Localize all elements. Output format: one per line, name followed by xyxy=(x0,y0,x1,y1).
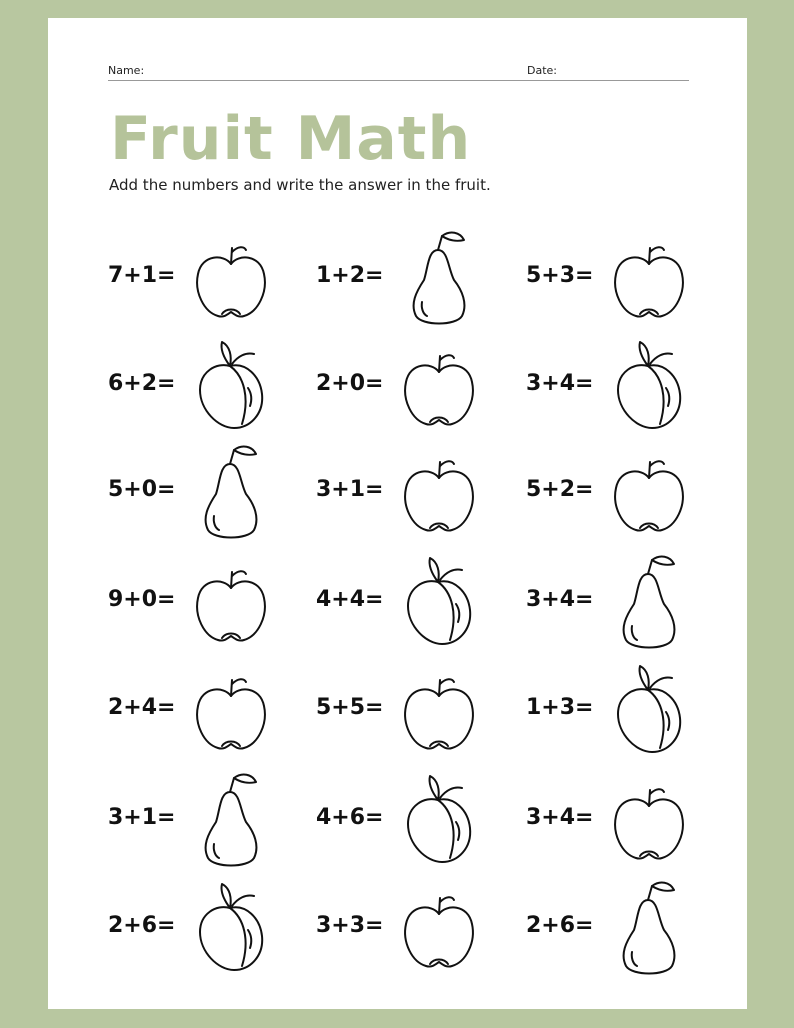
problem-item xyxy=(316,770,526,870)
problem-item xyxy=(526,552,736,652)
equation-text: 5+2= xyxy=(526,477,594,502)
equation-text: 5+3= xyxy=(526,263,594,288)
equation-text: 1+2= xyxy=(316,263,384,288)
problem-item xyxy=(108,660,318,760)
problem-item xyxy=(526,770,736,870)
problem-item xyxy=(526,442,736,542)
equation-text: 5+5= xyxy=(316,695,384,720)
apple-answer-icon[interactable] xyxy=(186,552,276,652)
problem-item xyxy=(316,660,526,760)
problem-item xyxy=(108,442,318,542)
problem-item xyxy=(108,228,318,328)
problem-item xyxy=(526,228,736,328)
problem-item xyxy=(316,878,526,978)
equation-text: 2+0= xyxy=(316,371,384,396)
apple-answer-icon[interactable] xyxy=(186,660,276,760)
equation-text: 3+1= xyxy=(316,477,384,502)
problem-item xyxy=(108,336,318,436)
peach-answer-icon[interactable] xyxy=(394,770,484,870)
problem-item xyxy=(526,660,736,760)
problem-item xyxy=(526,336,736,436)
problem-item xyxy=(316,442,526,542)
equation-text: 5+0= xyxy=(108,477,176,502)
equation-text: 3+3= xyxy=(316,913,384,938)
equation-text: 4+4= xyxy=(316,587,384,612)
problem-item xyxy=(108,878,318,978)
peach-answer-icon[interactable] xyxy=(186,336,276,436)
pear-answer-icon[interactable] xyxy=(604,878,694,978)
worksheet-page xyxy=(48,18,747,1009)
problem-item xyxy=(316,336,526,436)
name-label: Name: xyxy=(108,64,145,77)
apple-answer-icon[interactable] xyxy=(394,878,484,978)
problem-item xyxy=(316,552,526,652)
apple-answer-icon[interactable] xyxy=(604,442,694,542)
equation-text: 7+1= xyxy=(108,263,176,288)
peach-answer-icon[interactable] xyxy=(186,878,276,978)
name-date-line xyxy=(108,80,689,81)
problem-item xyxy=(108,552,318,652)
equation-text: 6+2= xyxy=(108,371,176,396)
problem-item xyxy=(526,878,736,978)
equation-text: 1+3= xyxy=(526,695,594,720)
pear-answer-icon[interactable] xyxy=(394,228,484,328)
date-label: Date: xyxy=(527,64,557,77)
equation-text: 2+6= xyxy=(108,913,176,938)
peach-answer-icon[interactable] xyxy=(604,336,694,436)
equation-text: 3+4= xyxy=(526,587,594,612)
apple-answer-icon[interactable] xyxy=(394,442,484,542)
apple-answer-icon[interactable] xyxy=(394,336,484,436)
problem-item xyxy=(316,228,526,328)
equation-text: 2+6= xyxy=(526,913,594,938)
apple-answer-icon[interactable] xyxy=(604,770,694,870)
problem-item xyxy=(108,770,318,870)
equation-text: 9+0= xyxy=(108,587,176,612)
peach-answer-icon[interactable] xyxy=(394,552,484,652)
apple-answer-icon[interactable] xyxy=(604,228,694,328)
peach-answer-icon[interactable] xyxy=(604,660,694,760)
equation-text: 3+4= xyxy=(526,805,594,830)
equation-text: 3+4= xyxy=(526,371,594,396)
pear-answer-icon[interactable] xyxy=(604,552,694,652)
pear-answer-icon[interactable] xyxy=(186,442,276,542)
pear-answer-icon[interactable] xyxy=(186,770,276,870)
equation-text: 2+4= xyxy=(108,695,176,720)
equation-text: 3+1= xyxy=(108,805,176,830)
instructions: Add the numbers and write the answer in the fruit. xyxy=(109,176,491,194)
equation-text: 4+6= xyxy=(316,805,384,830)
worksheet-title: Fruit Math xyxy=(110,104,472,174)
apple-answer-icon[interactable] xyxy=(394,660,484,760)
apple-answer-icon[interactable] xyxy=(186,228,276,328)
